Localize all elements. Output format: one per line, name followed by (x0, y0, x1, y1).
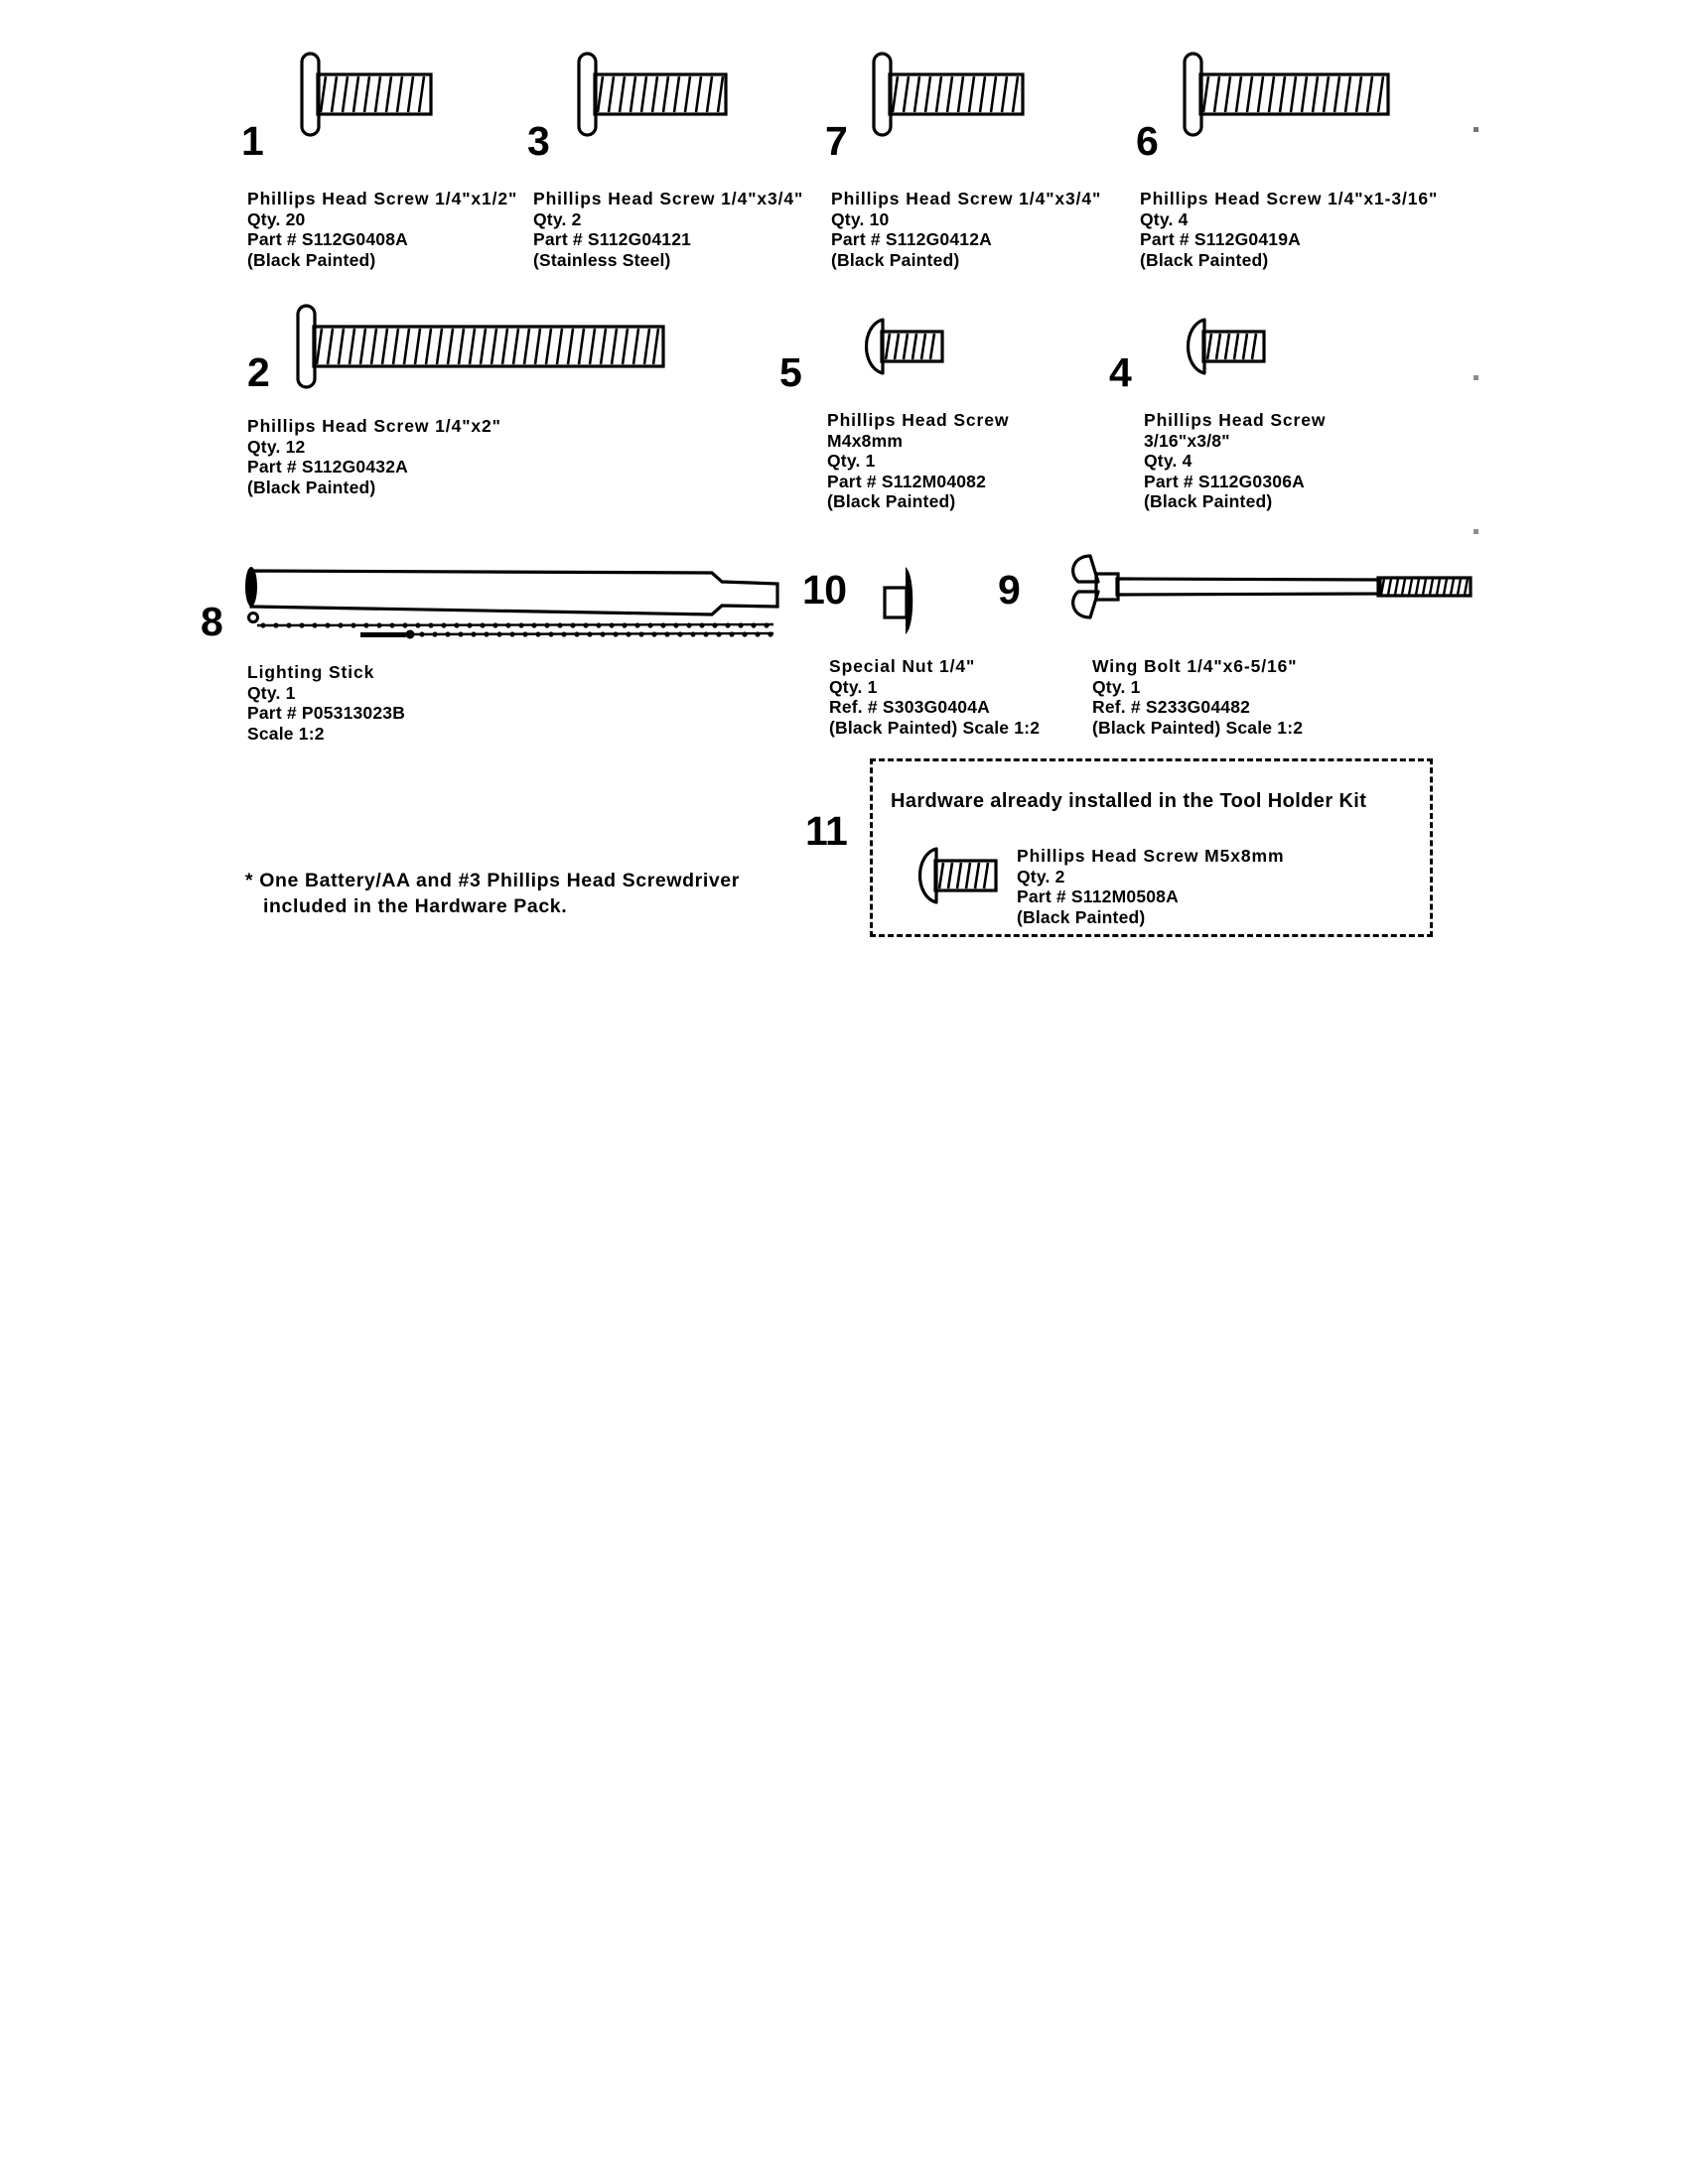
part-finish: (Stainless Steel) (533, 249, 671, 270)
part-title: Phillips Head Screw (1144, 410, 1327, 430)
scan-speck (1474, 529, 1478, 534)
installed-part-spec (1017, 846, 1284, 927)
pan-head-screw-icon (302, 48, 436, 142)
pan-head-screw-icon (298, 300, 665, 394)
round-head-screw-icon (1175, 316, 1268, 377)
part-qty: Qty. 1 (827, 451, 876, 471)
part-number: Part # S112G0306A (1144, 471, 1305, 491)
part-number: Part # S112G0412A (831, 229, 992, 249)
part-spec-5 (827, 410, 1009, 512)
part-finish: (Black Painted) (1017, 906, 1146, 927)
part-title: Wing Bolt 1/4"x6-5/16" (1092, 656, 1298, 676)
footnote-line-2: included in the Hardware Pack. (263, 895, 568, 917)
footnote-line-1: * One Battery/AA and #3 Phillips Head Screwdriver (245, 870, 740, 891)
scan-speck (1474, 127, 1478, 132)
part-qty: Qty. 20 (247, 208, 306, 229)
part-spec-9 (1092, 656, 1303, 738)
part-qty: Qty. 1 (1092, 676, 1141, 697)
part-finish: (Black Painted) (1140, 249, 1269, 270)
callout-number-4: 4 (1109, 349, 1132, 395)
part-finish: (Black Painted) (827, 491, 956, 511)
part-scale: Scale 1:2 (247, 723, 325, 744)
callout-number-7: 7 (825, 118, 848, 164)
callout-number-10: 10 (802, 567, 847, 613)
part-finish: (Black Painted) Scale 1:2 (829, 717, 1041, 738)
callout-number-2: 2 (247, 349, 270, 395)
part-title: Phillips Head Screw (827, 410, 1010, 430)
round-head-screw-icon (853, 316, 946, 377)
part-spec-10 (829, 656, 1040, 738)
part-qty: Qty. 1 (829, 676, 878, 697)
part-number: Part # S112G0419A (1140, 229, 1301, 249)
part-title: Phillips Head Screw M5x8mm (1017, 846, 1285, 866)
part-number: Part # S112M0508A (1017, 887, 1179, 906)
part-title: Lighting Stick (247, 662, 375, 682)
part-title: Special Nut 1/4" (829, 656, 976, 676)
special-nut-icon (883, 566, 926, 635)
callout-number-5: 5 (779, 349, 802, 395)
part-spec-4 (1144, 410, 1326, 512)
part-qty: Qty. 10 (831, 208, 890, 229)
hardware-pack-footnote (245, 868, 740, 919)
part-qty: Qty. 2 (533, 208, 582, 229)
callout-number-9: 9 (998, 567, 1021, 613)
part-size: 3/16"x3/8" (1144, 430, 1230, 451)
part-number: Ref. # S303G0404A (829, 697, 990, 717)
pan-head-screw-icon (579, 48, 728, 142)
callout-number-1: 1 (241, 118, 264, 164)
pan-head-screw-icon (1185, 48, 1390, 142)
callout-number-8: 8 (201, 599, 223, 644)
part-spec-7 (831, 189, 1101, 270)
part-spec-1 (247, 189, 517, 270)
callout-number-6: 6 (1136, 118, 1159, 164)
round-head-screw-icon (907, 845, 1000, 906)
pan-head-screw-icon (874, 48, 1025, 142)
lighting-stick-icon (243, 562, 779, 637)
scan-speck (1474, 375, 1478, 380)
part-finish: (Black Painted) (247, 249, 376, 270)
callout-number-11: 11 (805, 808, 848, 854)
part-number: Part # S112G0432A (247, 457, 408, 477)
part-finish: (Black Painted) (1144, 491, 1273, 511)
part-finish: (Black Painted) Scale 1:2 (1092, 717, 1304, 738)
part-finish: (Black Painted) (247, 477, 376, 497)
part-spec-6 (1140, 189, 1438, 270)
installed-hardware-heading: Hardware already installed in the Tool Holder Kit (891, 790, 1367, 812)
part-qty: Qty. 4 (1144, 451, 1193, 471)
wing-bolt-icon (1052, 548, 1474, 625)
callout-number-3: 3 (527, 118, 550, 164)
part-title: Phillips Head Screw 1/4"x3/4" (831, 189, 1102, 208)
part-qty: Qty. 1 (247, 682, 296, 703)
part-title: Phillips Head Screw 1/4"x1-3/16" (1140, 189, 1439, 208)
part-qty: Qty. 2 (1017, 866, 1065, 887)
part-title: Phillips Head Screw 1/4"x3/4" (533, 189, 804, 208)
part-spec-2 (247, 416, 501, 497)
part-title: Phillips Head Screw 1/4"x2" (247, 416, 501, 436)
part-qty: Qty. 12 (247, 436, 306, 457)
part-number: Part # S112G04121 (533, 229, 692, 249)
part-title: Phillips Head Screw 1/4"x1/2" (247, 189, 518, 208)
part-spec-8 (247, 662, 405, 744)
part-number: Part # S112M04082 (827, 471, 987, 491)
part-qty: Qty. 4 (1140, 208, 1189, 229)
part-size: M4x8mm (827, 430, 904, 451)
part-number: Ref. # S233G04482 (1092, 697, 1251, 717)
part-number: Part # S112G0408A (247, 229, 408, 249)
part-finish: (Black Painted) (831, 249, 960, 270)
part-number: Part # P05313023B (247, 703, 406, 723)
part-spec-3 (533, 189, 803, 270)
